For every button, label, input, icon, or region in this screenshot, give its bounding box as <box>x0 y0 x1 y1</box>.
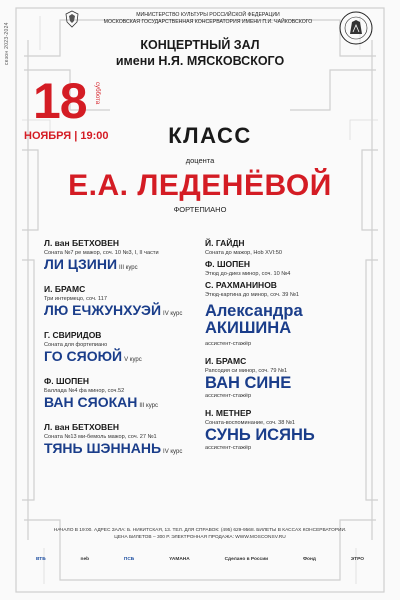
work: Соната №13 ми-бемоль мажор, соч. 27 №1 <box>44 434 157 440</box>
performer-name: ЛИ ЦЗИНИ <box>44 256 118 272</box>
performer-name: ТЯНЬ ШЭННАНЬ <box>44 440 162 456</box>
performer <box>44 349 204 368</box>
course: IV курс <box>163 449 183 455</box>
footer-tickets: ЦЕНА БИЛЕТОВ – 300 Р. ЭЛЕКТРОННАЯ ПРОДАЖА: WWW.MOSCONSV.RU <box>114 534 286 540</box>
work: Рапсодия си минор, соч. 79 №1 <box>205 368 288 374</box>
composer: Н. МЕТНЕР <box>205 408 252 418</box>
program-item <box>205 356 365 400</box>
composer: И. БРАМС <box>44 284 86 294</box>
performer-role: ассистент-стажёр <box>205 393 252 399</box>
performer-name: ГО СЯОЮЙ <box>44 348 123 364</box>
sponsor-logo: ВТБ <box>36 556 46 562</box>
hall-name: КОНЦЕРТНЫЙ ЗАЛ <box>140 38 260 52</box>
performer <box>44 303 204 322</box>
program-item <box>44 238 204 276</box>
composer: Л. ван БЕТХОВЕН <box>44 422 120 432</box>
program-item <box>205 408 365 452</box>
sponsor-logo: Сделано в России <box>224 556 269 562</box>
instrument-label: ФОРТЕПИАНО <box>173 205 227 214</box>
work: Этюд до-диез минор, соч. 10 №4 <box>205 271 291 277</box>
work: Соната-воспоминание, соч. 38 №1 <box>205 420 296 426</box>
performer-role: ассистент-стажёр <box>205 445 252 451</box>
performer-name: ВАН СИНЕ <box>205 374 292 392</box>
footer-info <box>40 528 360 542</box>
composer: Й. ГАЙДН <box>205 238 245 248</box>
course: III курс <box>119 265 138 271</box>
sponsor-logos <box>36 552 364 566</box>
hall-name-subtitle: имени Н.Я. МЯСКОВСКОГО <box>115 54 285 68</box>
conservatory-seal-icon <box>338 10 374 46</box>
composer: Л. ван БЕТХОВЕН <box>44 238 120 248</box>
work: Соната №7 ре мажор, соч. 10 №3, I, II части <box>44 250 159 256</box>
course: V курс <box>124 357 142 363</box>
performer-name: ВАН СЯОКАН <box>44 394 138 410</box>
performer-last-name: АКИШИНА <box>205 319 292 337</box>
performer-block <box>205 303 365 348</box>
course: IV курс <box>163 311 183 317</box>
program-item <box>44 284 204 322</box>
date-month: НОЯБРЯ <box>24 130 72 142</box>
performer-first-name: Александра <box>205 302 303 320</box>
ministry-line: МИНИСТЕРСТВО КУЛЬТУРЫ РОССИЙСКОЙ ФЕДЕРАЦИИ <box>136 12 280 18</box>
footer-address: НАЧАЛО В 19:00. АДРЕС ЗАЛА: Б. НИКИТСКАЯ, 13. ТЕЛ. ДЛЯ СПРАВОК: (495) 629-9568. БИЛЕТЫ В КАССАХ КОНСЕРВАТОРИИ. <box>53 528 347 533</box>
sponsor-logo: Фонд <box>302 556 316 562</box>
performer-role: ассистент-стажёр <box>205 341 252 347</box>
composer: Г. СВИРИДОВ <box>44 330 102 340</box>
program-item <box>205 280 365 299</box>
date-weekday: суббота <box>94 82 100 105</box>
performer <box>44 395 204 414</box>
teacher-rank: доцента <box>185 156 215 165</box>
composer: Ф. ШОПЕН <box>205 259 251 269</box>
composer: И. БРАМС <box>205 356 247 366</box>
teacher-name: Е.А. ЛЕДЕНЁВОЙ <box>68 169 332 202</box>
work: Соната до мажор, Hob XVI:50 <box>205 250 282 256</box>
performer-name: ЛЮ ЕЧЖУНХУЭЙ <box>44 302 162 318</box>
work: Три интермецо, соч. 117 <box>44 296 107 302</box>
program-item <box>44 422 204 460</box>
sponsor-logo: ПСБ <box>123 556 135 562</box>
sponsor-logo: neb <box>80 556 90 562</box>
course: III курс <box>139 403 158 409</box>
performer <box>44 441 204 460</box>
program-item <box>205 259 365 278</box>
performer-name: СУНЬ ИСЯНЬ <box>205 426 315 444</box>
date-day: 18 <box>33 73 87 129</box>
date-separator: | <box>74 130 78 142</box>
work: Соната для фортепиано <box>44 342 108 348</box>
work: Баллада №4 фа минор, соч.52 <box>44 388 125 394</box>
concert-title: КЛАСС <box>168 123 252 148</box>
performer <box>44 257 204 276</box>
sponsor-logo: YAMAHA <box>169 556 190 562</box>
program-item <box>205 238 365 257</box>
composer: Ф. ШОПЕН <box>44 376 90 386</box>
program-item <box>44 376 204 414</box>
ministry-emblem-icon <box>64 10 80 28</box>
conservatory-line: МОСКОВСКАЯ ГОСУДАРСТВЕННАЯ КОНСЕРВАТОРИЯ ИМЕНИ П.И. ЧАЙКОВСКОГО <box>103 19 313 26</box>
header-text <box>80 12 336 26</box>
date-time: 19:00 <box>80 130 109 142</box>
season-label: сезон 2023-2024 <box>4 22 10 66</box>
program-right-column <box>205 238 365 452</box>
composer: С. РАХМАНИНОВ <box>205 280 277 290</box>
work: Этюд-картина до минор, соч. 39 №1 <box>205 292 299 298</box>
program-left-column <box>44 238 204 460</box>
sponsor-logo: ЭТРО <box>350 556 364 562</box>
date-month-time <box>24 130 108 142</box>
program-item <box>44 330 204 368</box>
